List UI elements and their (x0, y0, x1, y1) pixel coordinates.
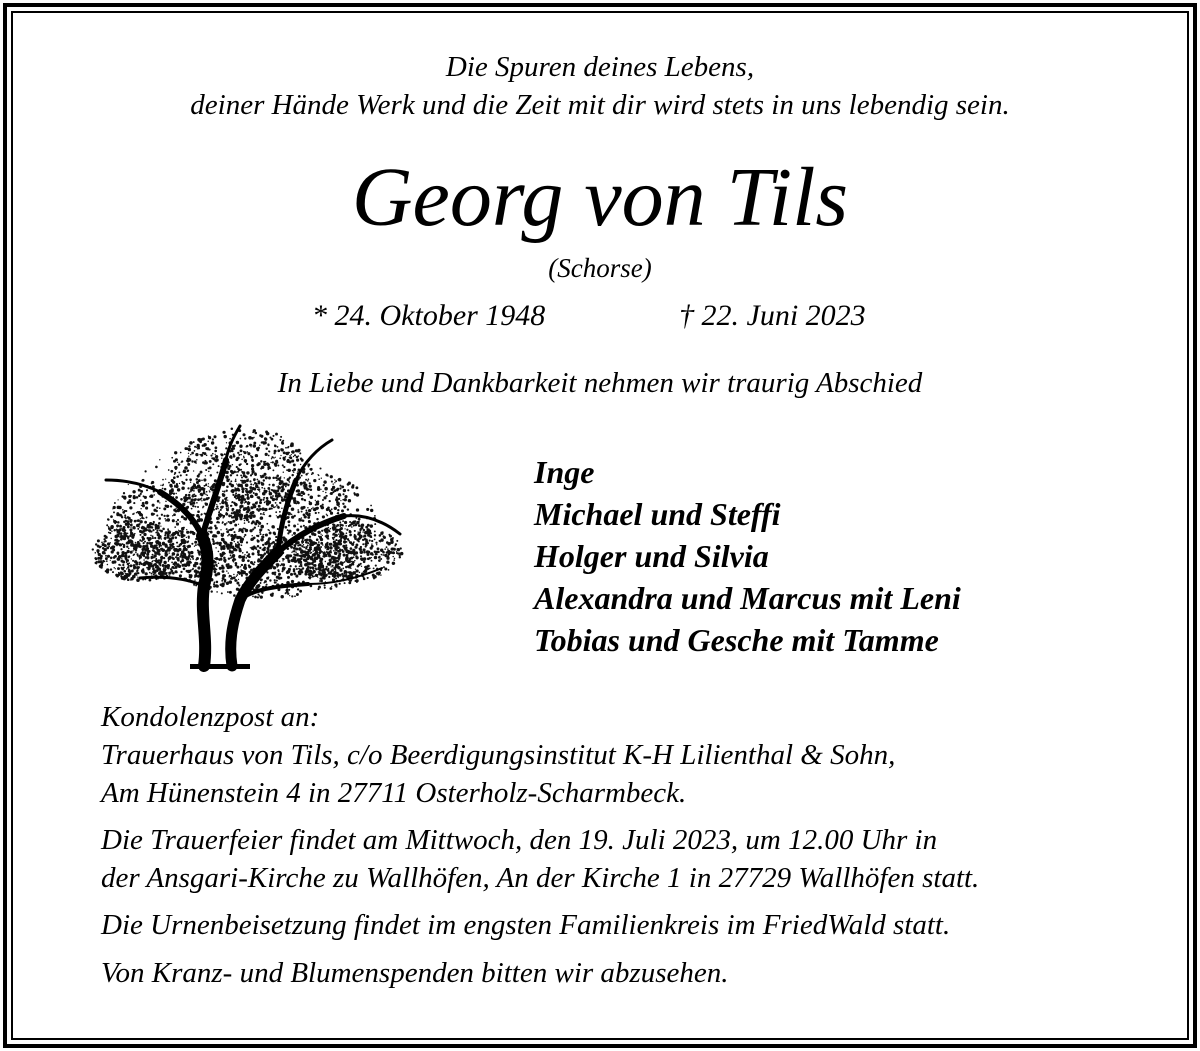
condolence-address-line-1: Trauerhaus von Tils, c/o Beerdigungsinstitut K-H Lilienthal & Sohn, (101, 739, 896, 771)
condolence-label: Kondolenzpost an: (101, 701, 320, 733)
family-member: Alexandra und Marcus mit Leni (534, 580, 961, 616)
urn-burial-note: Die Urnenbeisetzung findet im engsten Familienkreis im FriedWald statt. (101, 909, 951, 941)
motto-line-1: Die Spuren deines Lebens, (445, 51, 755, 83)
deceased-name: Georg von Tils (351, 151, 849, 244)
family-member: Holger und Silvia (534, 538, 769, 574)
family-member: Inge (534, 454, 595, 490)
motto-line-2: deiner Hände Werk und die Zeit mit dir wird stets in uns lebendig sein. (190, 89, 1010, 121)
ceremony-line-1: Die Trauerfeier findet am Mittwoch, den 19. Juli 2023, um 12.00 Uhr in (101, 824, 938, 856)
deceased-nickname: (Schorse) (548, 253, 652, 283)
farewell-text: In Liebe und Dankbarkeit nehmen wir traurig Abschied (277, 367, 923, 399)
condolence-address-line-2: Am Hünenstein 4 in 27711 Osterholz-Scharmbeck. (101, 777, 687, 809)
ceremony-line-2: der Ansgari-Kirche zu Wallhöfen, An der Kirche 1 in 27729 Wallhöfen statt. (101, 862, 980, 894)
family-list (534, 451, 961, 661)
death-date: † 22. Juni 2023 (679, 299, 866, 332)
tree-icon (82, 418, 412, 673)
birth-date: * 24. Oktober 1948 (312, 299, 546, 332)
family-member: Michael und Steffi (534, 496, 781, 532)
family-member: Tobias und Gesche mit Tamme (534, 622, 939, 658)
no-flowers-note: Von Kranz- und Blumenspenden bitten wir abzusehen. (101, 957, 729, 989)
